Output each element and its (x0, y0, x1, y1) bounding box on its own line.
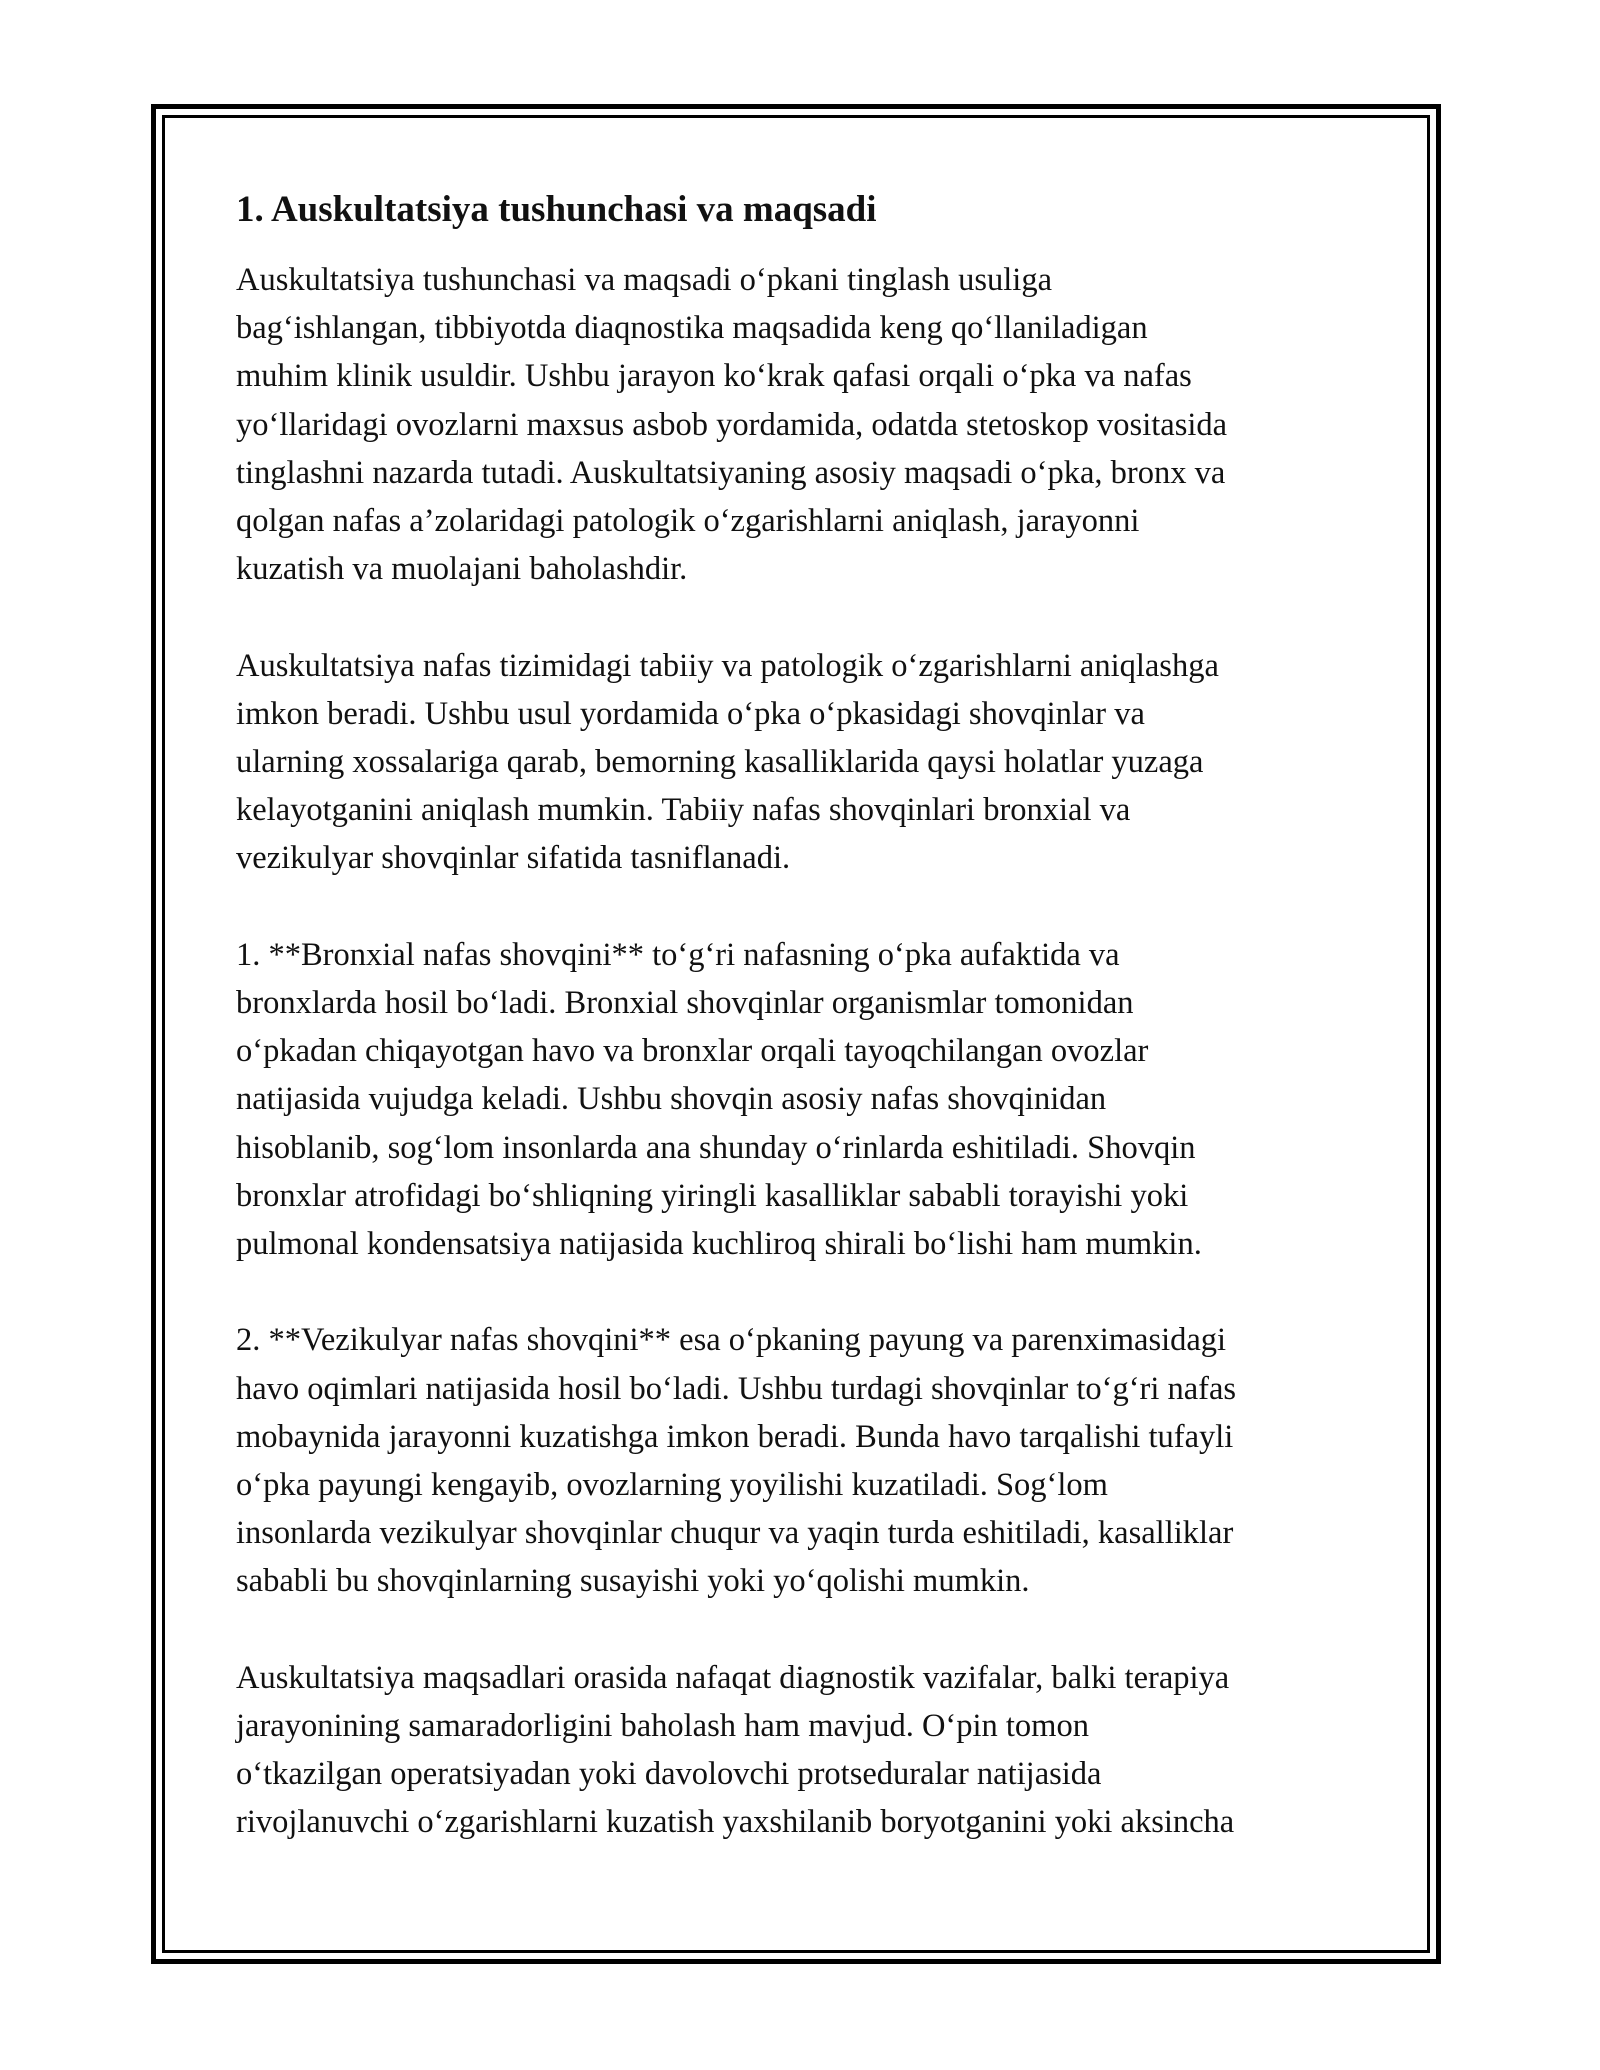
text-line: natijasida vujudga keladi. Ushbu shovqin asosiy nafas shovqinidan (236, 1081, 1107, 1118)
text-line: imkon beradi. Ushbu usul yordamida o‘pka o‘pkasidagi shovqinlar va (236, 695, 1145, 732)
section-heading: 1. Auskultatsiya tushunchasi va maqsadi (236, 189, 877, 230)
text-line: muhim klinik usuldir. Ushbu jarayon ko‘krak qafasi orqali o‘pka va nafas (236, 358, 1192, 395)
text-line: yo‘llaridagi ovozlarni maxsus asbob yordamida, odatda stetoskop vositasida (236, 406, 1228, 443)
text-line: vezikulyar shovqinlar sifatida tasniflanadi. (236, 840, 791, 877)
text-line: Auskultatsiya maqsadlari orasida nafaqat diagnostik vazifalar, balki terapiya (236, 1659, 1230, 1696)
text-line: bronxlar atrofidagi bo‘shliqning yiringli kasalliklar sababli torayishi yoki (236, 1177, 1189, 1214)
text-line: mobaynida jarayonni kuzatishga imkon beradi. Bunda havo tarqalishi tufayli (236, 1418, 1234, 1455)
text-line: 1. **Bronxial nafas shovqini** to‘g‘ri nafasning o‘pka aufaktida va (236, 936, 1120, 973)
paragraph-bronchial (236, 931, 1396, 1268)
text-line: bag‘ishlangan, tibbiyotda diaqnostika maqsadida keng qo‘llaniladigan (236, 310, 1148, 347)
paragraph-sounds (236, 642, 1396, 883)
text-line: jarayonining samaradorligini baholash ham mavjud. O‘pin tomon (236, 1708, 1089, 1745)
text-line: insonlarda vezikulyar shovqinlar chuqur va yaqin turda eshitiladi, kasalliklar (236, 1515, 1234, 1552)
text-line: Auskultatsiya tushunchasi va maqsadi o‘pkani tinglash usuliga (236, 262, 1052, 298)
text-line: ularning xossalariga qarab, bemorning kasalliklarida qaysi holatlar yuzaga (236, 744, 1204, 781)
text-line: o‘tkazilgan operatsiyadan yoki davolovchi protseduralar natijasida (236, 1756, 1102, 1793)
text-line: havo oqimlari natijasida hosil bo‘ladi. Ushbu turdagi shovqinlar to‘g‘ri nafas (236, 1370, 1237, 1407)
text-line: tinglashni nazarda tutadi. Auskultatsiyaning asosiy maqsadi o‘pka, bronx va (236, 454, 1226, 491)
text-line: hisoblanib, sog‘lom insonlarda ana shunday o‘rinlarda eshitiladi. Shovqin (236, 1129, 1196, 1166)
text-line: 2. **Vezikulyar nafas shovqini** esa o‘pkaning payung va parenximasidagi (236, 1322, 1227, 1359)
text-line: kelayotganini aniqlash mumkin. Tabiiy nafas shovqinlari bronxial va (236, 792, 1131, 829)
text-line: o‘pka payungi kengayib, ovozlarning yoyilishi kuzatiladi. Sog‘lom (236, 1467, 1108, 1504)
text-line: bronxlarda hosil bo‘ladi. Bronxial shovqinlar organismlar tomonidan (236, 985, 1134, 1022)
text-line: pulmonal kondensatsiya natijasida kuchliroq shirali bo‘lishi ham mumkin. (236, 1226, 1202, 1263)
document-body (236, 186, 1396, 1895)
text-line: rivojlanuvchi o‘zgarishlarni kuzatish yaxshilanib boryotganini yoki aksincha (236, 1804, 1235, 1841)
paragraph-vesicular (236, 1316, 1396, 1605)
text-line: Auskultatsiya nafas tizimidagi tabiiy va patologik o‘zgarishlarni aniqlashga (236, 647, 1219, 684)
text-line: kuzatish va muolajani baholashdir. (236, 551, 688, 588)
paragraph-goals (236, 1654, 1396, 1847)
text-line: qolgan nafas a’zolaridagi patologik o‘zgarishlarni aniqlash, jarayonni (236, 503, 1140, 540)
text-line: o‘pkadan chiqayotgan havo va bronxlar orqali tayoqchilangan ovozlar (236, 1033, 1149, 1070)
text-line: sababli bu shovqinlarning susayishi yoki yo‘qolishi mumkin. (236, 1563, 1030, 1600)
paragraph-intro (236, 256, 1396, 593)
